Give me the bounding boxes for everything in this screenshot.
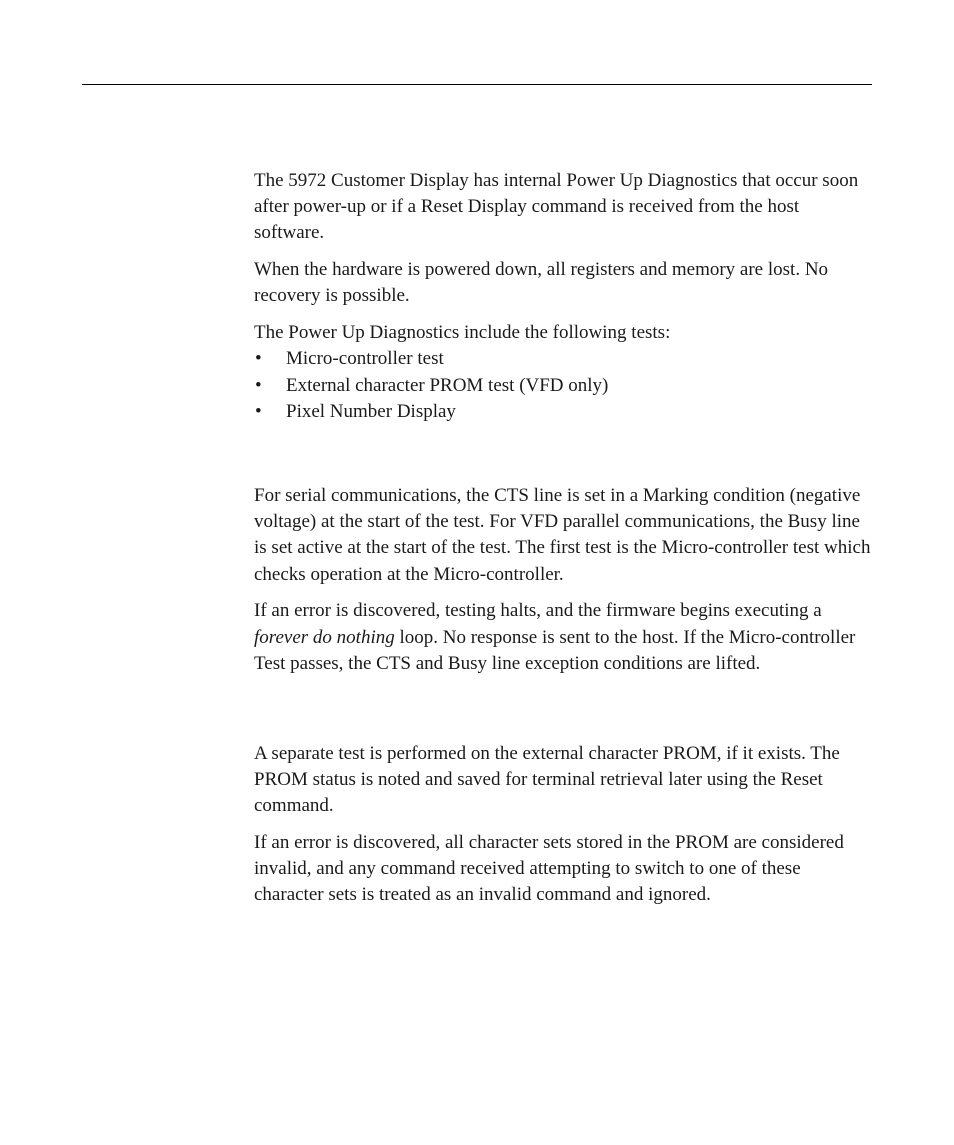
section-spacer: [254, 688, 874, 741]
bullet-icon: •: [255, 400, 262, 422]
header-rule: [82, 84, 872, 85]
list-item-label: Micro-controller test: [286, 348, 444, 370]
micro-controller-paragraph-1: For serial communications, the CTS line is set in a Marking condition (negative voltage) at the start of the test. For VFD parallel communications, the Busy line is set active at the start of the test. The first test is the Micro-controller test which checks operation at the Micro-controller.: [254, 485, 871, 585]
list-item-label: External character PROM test (VFD only): [286, 374, 609, 396]
prom-paragraph-2: If an error is discovered, all character sets stored in the PROM are considered invalid, and any command received attempting to switch to one of these character sets is treated as an invalid command and ignored.: [254, 831, 844, 906]
list-item: [254, 373, 874, 399]
section-spacer: [254, 425, 874, 483]
text-run: If an error is discovered, testing halts, and the firmware begins executing a: [254, 600, 822, 622]
italic-phrase: forever do nothing: [254, 626, 395, 648]
text-run: loop. No response is sent to the host. If the Micro-controller Test passes, the CTS and Busy line exception conditions are lifted.: [254, 626, 856, 674]
micro-controller-paragraph-2: [254, 598, 874, 677]
list-item-label: Pixel Number Display: [286, 400, 456, 422]
bullet-icon: •: [255, 374, 262, 396]
prom-paragraph-1: A separate test is performed on the external character PROM, if it exists. The PROM status is noted and saved for terminal retrieval later using the Reset command.: [254, 742, 840, 817]
test-list: [254, 346, 874, 425]
intro-paragraph-2: When the hardware is powered down, all registers and memory are lost. No recovery is possible.: [254, 259, 829, 307]
document-body: [254, 168, 874, 919]
bullet-icon: •: [255, 348, 262, 370]
list-item: [254, 399, 874, 425]
intro-paragraph-1: The 5972 Customer Display has internal Power Up Diagnostics that occur soon after power-up or if a Reset Display command is received from the host software.: [254, 170, 859, 244]
intro-paragraph-3: The Power Up Diagnostics include the following tests:: [254, 322, 671, 344]
list-item: [254, 346, 874, 372]
